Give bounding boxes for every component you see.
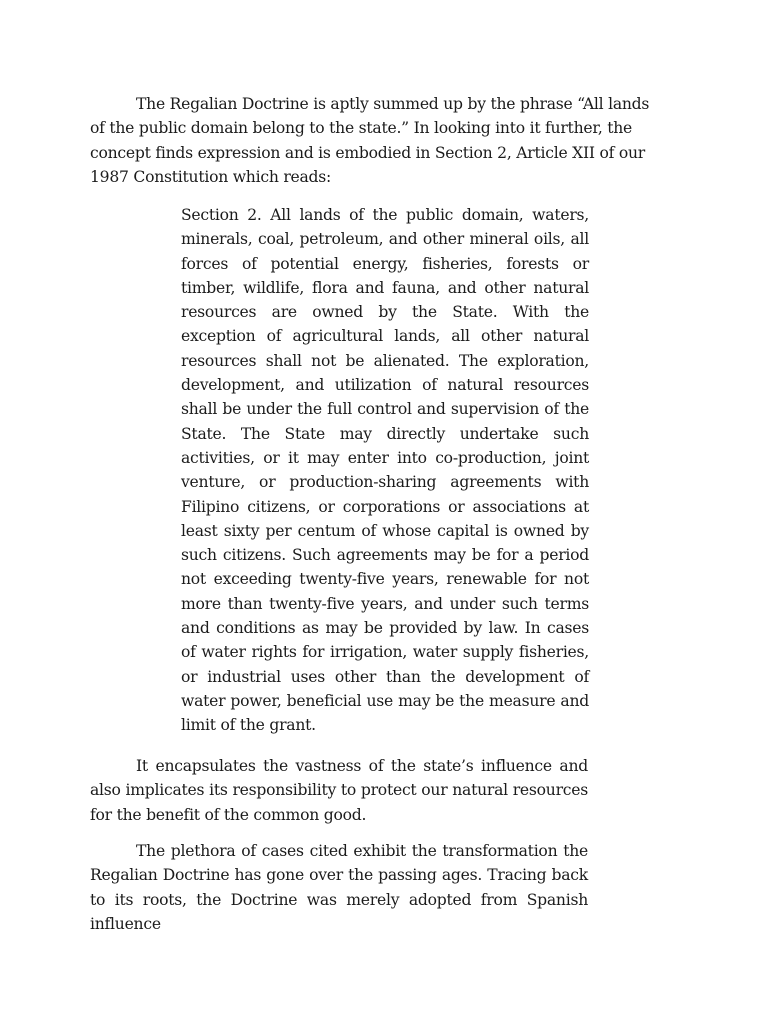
intro-paragraph: The Regalian Doctrine is aptly summed up by the phrase “All lands of the public domain belong to the state.” In looking into it further, the concept finds expression and is embodied in Section 2, Article XII of our 1987 Constitution which reads: [90,95,650,186]
constitution-block-quote: Section 2. All lands of the public domain, waters, minerals, coal, petroleum, and other mineral oils, all forces of potential energy, fisheries, forests or timber, wildlife, flora and fauna, and other natural resources are owned by the State. With the exception of agricultural lands, all other natural resources shall not be alienated. The exploration, development, and utilization of natural resources shall be under the full control and supervision of the State. The State may directly undertake such activities, or it may enter into co-production, joint venture, or production-sharing agreements with Filipino citizens, or corporations or associations at least sixty per centum of whose capital is owned by such citizens. Such agreements may be for a period not exceeding twenty-five years, renewable for not more than twenty-five years, and under such terms and conditions as may be provided by law. In cases of water rights for irrigation, water supply fisheries, or industrial uses other than the development of water power, beneficial use may be the measure and limit of the grant. [181,206,589,735]
history-paragraph: The plethora of cases cited exhibit the transformation the Regalian Doctrine has gone over the passing ages. Tracing back to its roots, the Doctrine was merely adopted from Spanish influence [90,842,588,933]
commentary-paragraph: It encapsulates the vastness of the state’s influence and also implicates its responsibility to protect our natural resources for the benefit of the common good. [90,757,588,824]
